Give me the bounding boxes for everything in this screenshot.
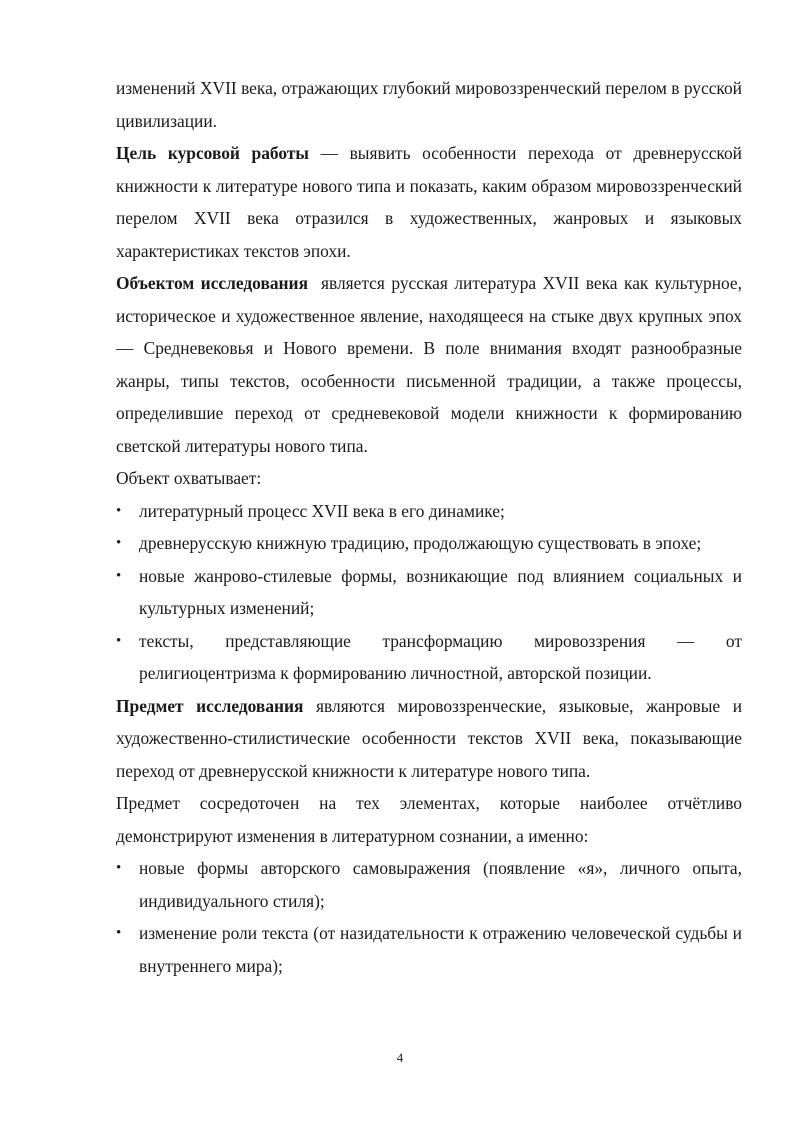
list-item: • новые формы авторского самовыражения (появление «я», личного опыта, индивидуального стиля);	[116, 852, 742, 917]
list-item: • изменение роли текста (от назидательности к отражению человеческой судьбы и внутреннего мира);	[116, 917, 742, 982]
list-item: • древнерусскую книжную традицию, продолжающую существовать в эпохе;	[116, 527, 742, 560]
list-item: • тексты, представляющие трансформацию мировоззрения — от религиоцентризма к формированию личностной, авторской позиции.	[116, 625, 742, 690]
goal-term: Цель курсовой работы	[116, 143, 309, 163]
paragraph-object	[116, 267, 747, 462]
subject-term: Предмет исследования	[116, 695, 304, 716]
list-item: • литературный процесс XVII века в его динамике;	[116, 495, 742, 528]
goal-text: — выявить особенности перехода от древнерусской книжности к литературе нового типа и показать, каким образом мировоззренческий перелом XVII века отразился в художественных, жанровых и языковых характеристиках текстов эпохи.	[116, 143, 742, 261]
paragraph-intro: изменений XVII века, отражающих глубокий мировоззренческий перелом в русской цивилизации.	[116, 78, 742, 131]
list-item: • новые жанрово-стилевые формы, возникающие под влиянием социальных и культурных изменений;	[116, 560, 742, 625]
paragraph-subject-focus: Предмет сосредоточен на тех элементах, которые наиболее отчётливо демонстрируют изменения в литературном сознании, а именно:	[116, 793, 742, 846]
subject-text: являются мировоззренческие, языковые, жанровые и художественно-стилистические особенности текстов XVII века, показывающие переход от древнерусской книжности к литературе нового типа.	[116, 695, 742, 781]
subject-list	[116, 852, 742, 982]
object-list	[116, 495, 742, 690]
paragraph-object-covers: Объект охватывает:	[116, 468, 262, 488]
paragraph-goal	[116, 137, 742, 267]
object-term: Объектом исследования	[116, 273, 308, 293]
document-page	[116, 72, 747, 982]
page-number: 4	[396, 1050, 404, 1065]
paragraph-subject	[116, 690, 742, 788]
object-text: является русская литература XVII века как культурное, историческое и художественное явление, находящееся на стыке двух крупных эпох — Средневековья и Нового времени. В поле внимания входят разнообразные жанры, типы текстов, особенности письменной традиции, а также процессы, определившие переход от средневековой модели книжности к формированию светской литературы нового типа.	[116, 273, 747, 456]
